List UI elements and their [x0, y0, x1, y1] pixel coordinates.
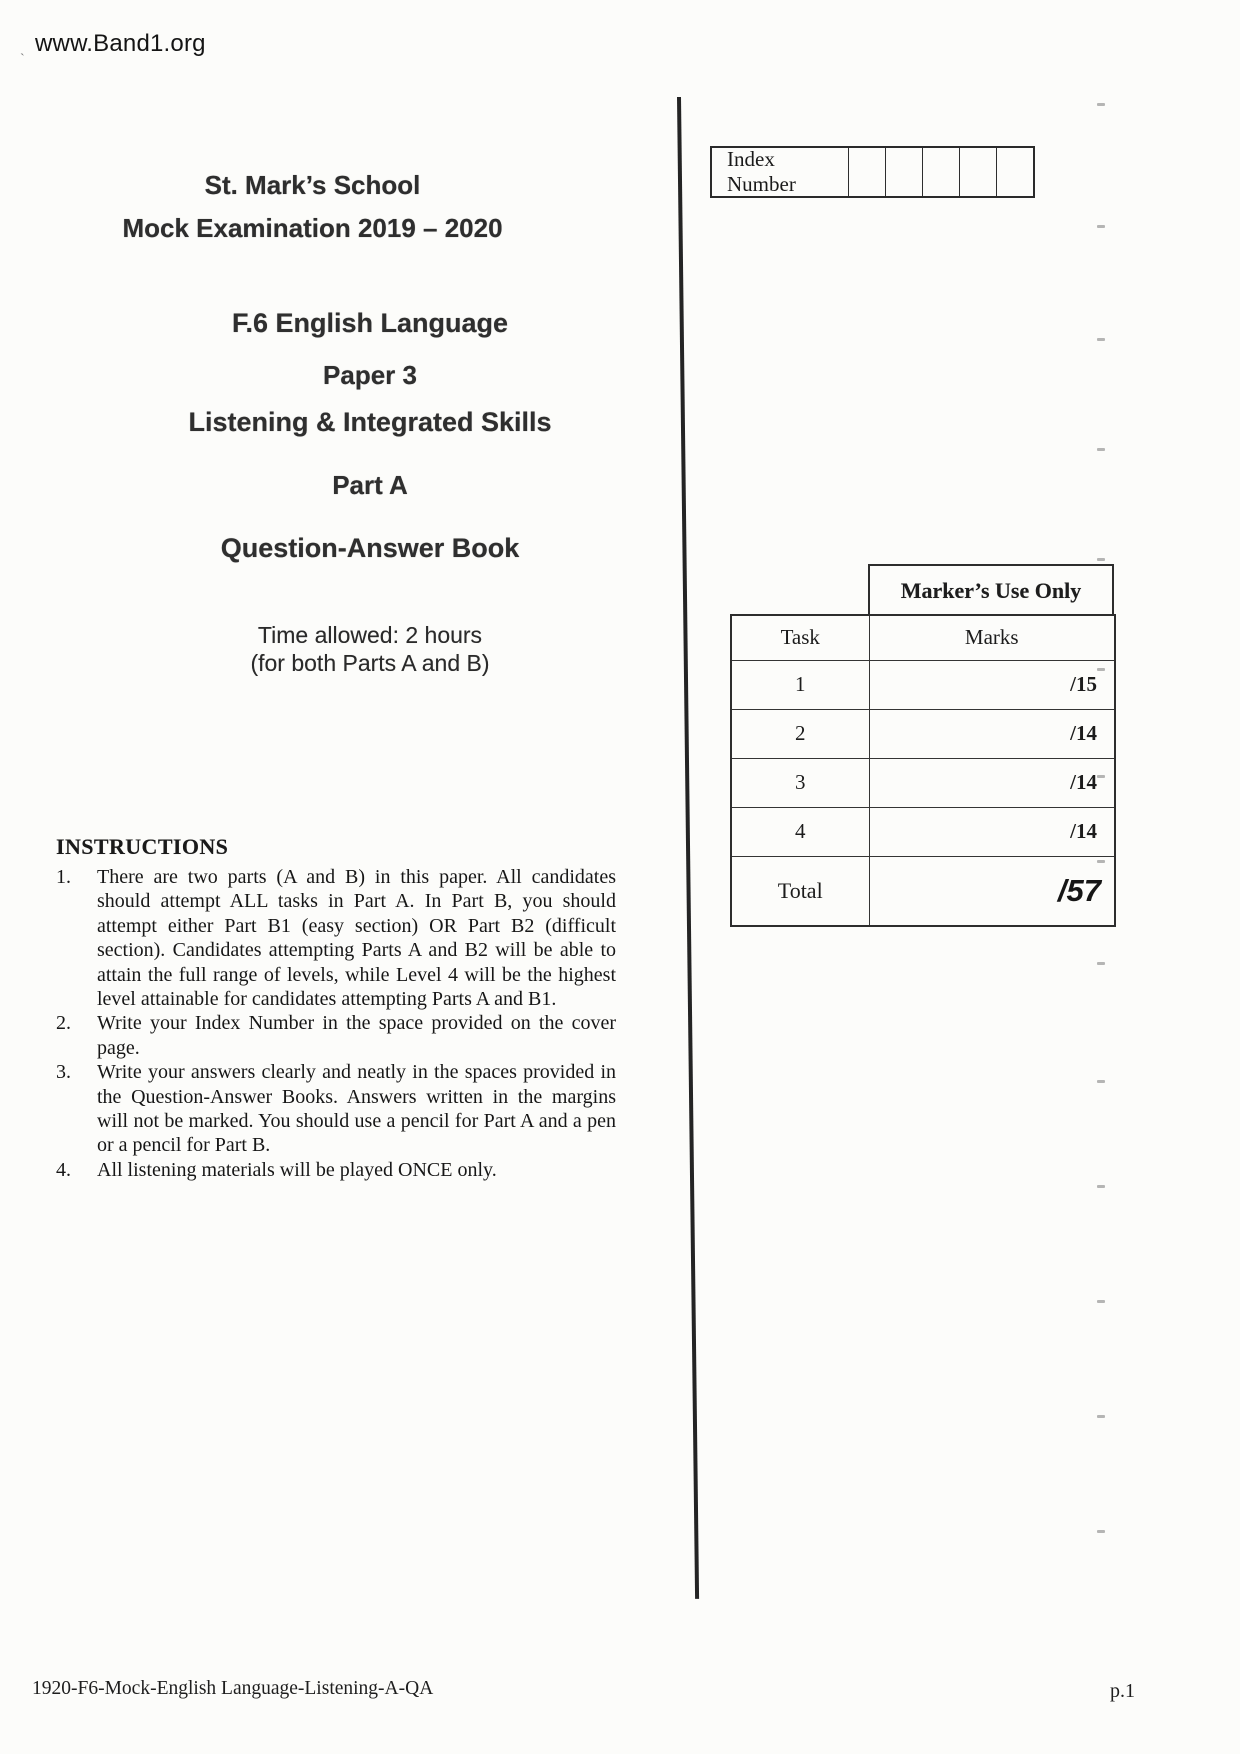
marks-column-header: Marks — [869, 615, 1115, 660]
list-item — [52, 1060, 616, 1158]
scan-artifact — [1097, 1530, 1105, 1533]
subject-title: F.6 English Language — [231, 308, 509, 338]
paper-name: Listening & Integrated Skills — [188, 407, 552, 437]
instruction-text: All listening materials will be played ONCE only. — [97, 1158, 497, 1181]
table-row — [731, 807, 1115, 856]
task-number: 4 — [731, 807, 869, 856]
instruction-number: 4. — [56, 1158, 71, 1181]
scan-artifact — [1097, 1185, 1105, 1188]
scan-speck: ` — [20, 52, 25, 67]
scan-artifact — [1097, 558, 1105, 561]
scan-artifact — [1097, 962, 1105, 965]
instruction-number: 2. — [56, 1012, 71, 1035]
scan-artifact — [1097, 860, 1105, 863]
total-row — [731, 856, 1115, 926]
list-item — [52, 1158, 616, 1182]
scan-artifact — [1097, 668, 1105, 671]
list-item — [52, 865, 616, 1011]
exam-session: Mock Examination 2019 – 2020 — [122, 213, 503, 243]
index-number-cell — [885, 148, 922, 196]
task-marks: /14 — [869, 807, 1115, 856]
task-marks: /15 — [869, 660, 1115, 709]
scan-artifact — [1097, 1415, 1105, 1418]
marker-use-only-header: Marker’s Use Only — [868, 564, 1114, 616]
title-block — [40, 170, 585, 244]
paper-number: Paper 3 — [323, 360, 417, 390]
table-row — [731, 660, 1115, 709]
scan-artifact — [1097, 225, 1105, 228]
task-number: 2 — [731, 709, 869, 758]
scan-artifact — [1097, 103, 1105, 106]
task-number: 3 — [731, 758, 869, 807]
index-number-cell — [996, 148, 1033, 196]
instructions-heading: INSTRUCTIONS — [56, 834, 229, 859]
list-item — [52, 1011, 616, 1060]
total-label: Total — [731, 856, 869, 926]
task-number: 1 — [731, 660, 869, 709]
instruction-text: There are two parts (A and B) in this paper. All candidates should attempt ALL tasks in Part A. In Part B, you should attempt either Part B1 (easy section) OR Part B2 (difficult section). Candidates attempting Parts A and B2 will be able to attain the full range of levels, while Level 4 will be the highest level attainable for candidates attempting Parts A and B1. — [97, 866, 616, 1011]
instructions-section — [52, 834, 616, 1182]
table-row — [731, 758, 1115, 807]
index-number-cell — [922, 148, 959, 196]
instruction-text: Write your Index Number in the space provided on the cover page. — [97, 1012, 616, 1059]
book-type: Question-Answer Book — [220, 533, 520, 563]
site-watermark: www.Band1.org — [35, 30, 206, 57]
task-marks: /14 — [869, 709, 1115, 758]
scan-artifact — [1097, 338, 1105, 341]
scan-artifact — [1097, 448, 1105, 451]
task-marks: /14 — [869, 758, 1115, 807]
scan-artifact — [1097, 1300, 1105, 1303]
page-number: p.1 — [1110, 1680, 1135, 1702]
scan-artifact — [1097, 1080, 1105, 1083]
table-row — [731, 709, 1115, 758]
time-allowed: Time allowed: 2 hours — [257, 622, 483, 648]
marker-table — [730, 614, 1116, 927]
index-number-cell — [848, 148, 885, 196]
school-name: St. Mark’s School — [204, 170, 421, 200]
task-column-header: Task — [731, 615, 869, 660]
vertical-divider — [677, 97, 699, 1599]
instruction-number: 3. — [56, 1061, 71, 1084]
scan-artifact — [1097, 775, 1105, 778]
total-marks: /57 — [869, 856, 1115, 926]
time-note: (for both Parts A and B) — [250, 650, 490, 676]
marker-table-header-row — [731, 615, 1115, 660]
index-number-cell — [959, 148, 996, 196]
index-number-label: Index Number — [727, 147, 796, 196]
part-label: Part A — [332, 470, 408, 500]
index-number-box — [710, 146, 1035, 198]
instruction-number: 1. — [56, 866, 71, 888]
instruction-text: Write your answers clearly and neatly in the spaces provided in the Question-Answer Books. Answers written in the margins will not be marked. You should use a pencil for Part A and a pen or a pencil for Part B. — [97, 1061, 616, 1157]
document-code: 1920-F6-Mock-English Language-Listening-A-QA — [32, 1678, 434, 1699]
